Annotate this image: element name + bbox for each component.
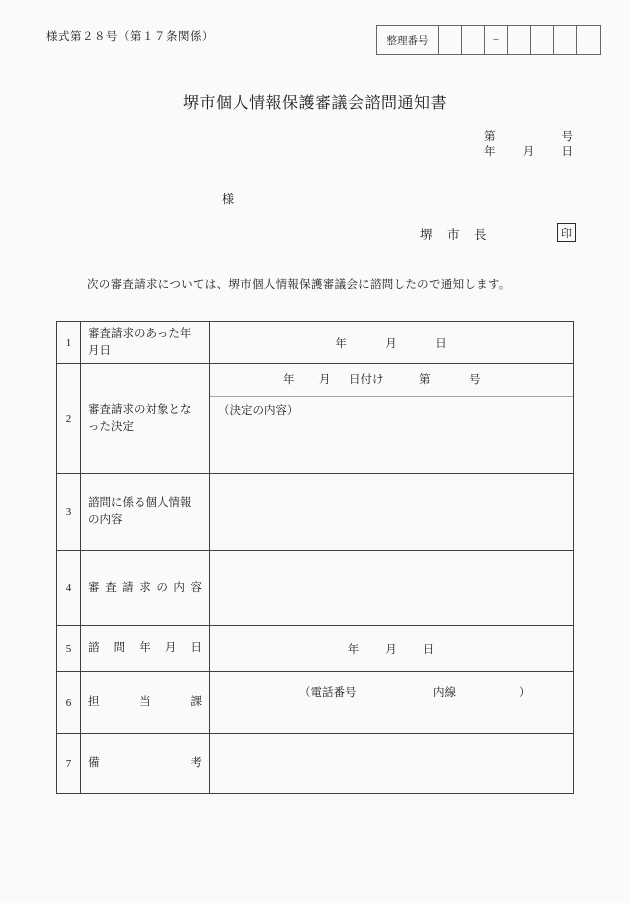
reference-number-cell <box>508 26 531 54</box>
row-content-empty <box>210 474 574 551</box>
row-label: 審査請求の対象となった決定 <box>81 364 210 474</box>
row-content-decision <box>210 364 574 474</box>
document-number-line <box>484 130 573 145</box>
phone-close: ） <box>519 686 531 699</box>
form-table <box>56 321 574 794</box>
date-placeholder: 年 月 日 <box>347 643 436 656</box>
reference-number-cell <box>554 26 577 54</box>
document-date-line <box>484 145 573 160</box>
date-day: 日 <box>561 146 573 158</box>
doc-no-prefix: 第 <box>484 131 496 143</box>
document-number-block <box>484 130 573 160</box>
row-content-empty <box>210 734 574 794</box>
table-row <box>57 474 574 551</box>
decision-date-strip <box>210 364 573 397</box>
sender-name: 堺 市 長 <box>420 228 488 242</box>
phone-open: （電話番号 <box>299 686 357 699</box>
row-label: 諮問に係る個人情報の内容 <box>81 474 210 551</box>
row-number: 7 <box>57 734 81 794</box>
date-year: 年 <box>484 146 496 158</box>
date-placeholder: 年 月 日 <box>335 337 448 350</box>
form-code: 様式第２８号（第１７条関係） <box>46 31 214 43</box>
phone-extension-label: 内線 <box>433 686 456 699</box>
table-row <box>57 551 574 626</box>
row-label: 審 査 請 求 の 内 容 <box>81 551 210 626</box>
table-row <box>57 626 574 672</box>
table-row <box>57 322 574 364</box>
row-number: 1 <box>57 322 81 364</box>
row-label: 備 考 <box>81 734 210 794</box>
decision-dated: 日付け <box>349 374 384 386</box>
recipient-honorific: 様 <box>222 192 235 206</box>
row-label: 担 当 課 <box>81 672 210 734</box>
decision-content-note: （決定の内容） <box>218 405 299 417</box>
row-content-phone <box>210 672 574 734</box>
decision-year: 年 <box>283 374 295 386</box>
row-number: 4 <box>57 551 81 626</box>
reference-number-label: 整理番号 <box>377 26 439 54</box>
page-title: 堺市個人情報保護審議会諮問通知書 <box>182 95 447 112</box>
row-content-date <box>210 322 574 364</box>
main-form-table <box>56 321 574 794</box>
table-row <box>57 364 574 474</box>
row-label: 審査請求のあった年月日 <box>81 322 210 364</box>
table-row <box>57 734 574 794</box>
decision-month: 月 <box>319 374 331 386</box>
row-number: 3 <box>57 474 81 551</box>
row-number: 5 <box>57 626 81 672</box>
decision-no-suffix: 号 <box>469 374 481 386</box>
reference-number-dash-cell: − <box>485 26 508 54</box>
row-content-date <box>210 626 574 672</box>
seal-mark: 印 <box>557 223 576 242</box>
reference-number-cell <box>439 26 462 54</box>
row-number: 2 <box>57 364 81 474</box>
decision-no-prefix: 第 <box>419 374 431 386</box>
reference-number-box <box>376 25 601 55</box>
reference-number-cell <box>531 26 554 54</box>
intro-sentence: 次の審査請求については、堺市個人情報保護審議会に諮問したので通知します。 <box>87 279 511 291</box>
date-month: 月 <box>522 146 535 158</box>
reference-number-cell <box>462 26 485 54</box>
reference-number-cell <box>577 26 600 54</box>
table-row <box>57 672 574 734</box>
row-number: 6 <box>57 672 81 734</box>
doc-no-suffix: 号 <box>561 131 573 143</box>
row-content-empty <box>210 551 574 626</box>
row-label: 諮 問 年 月 日 <box>81 626 210 672</box>
